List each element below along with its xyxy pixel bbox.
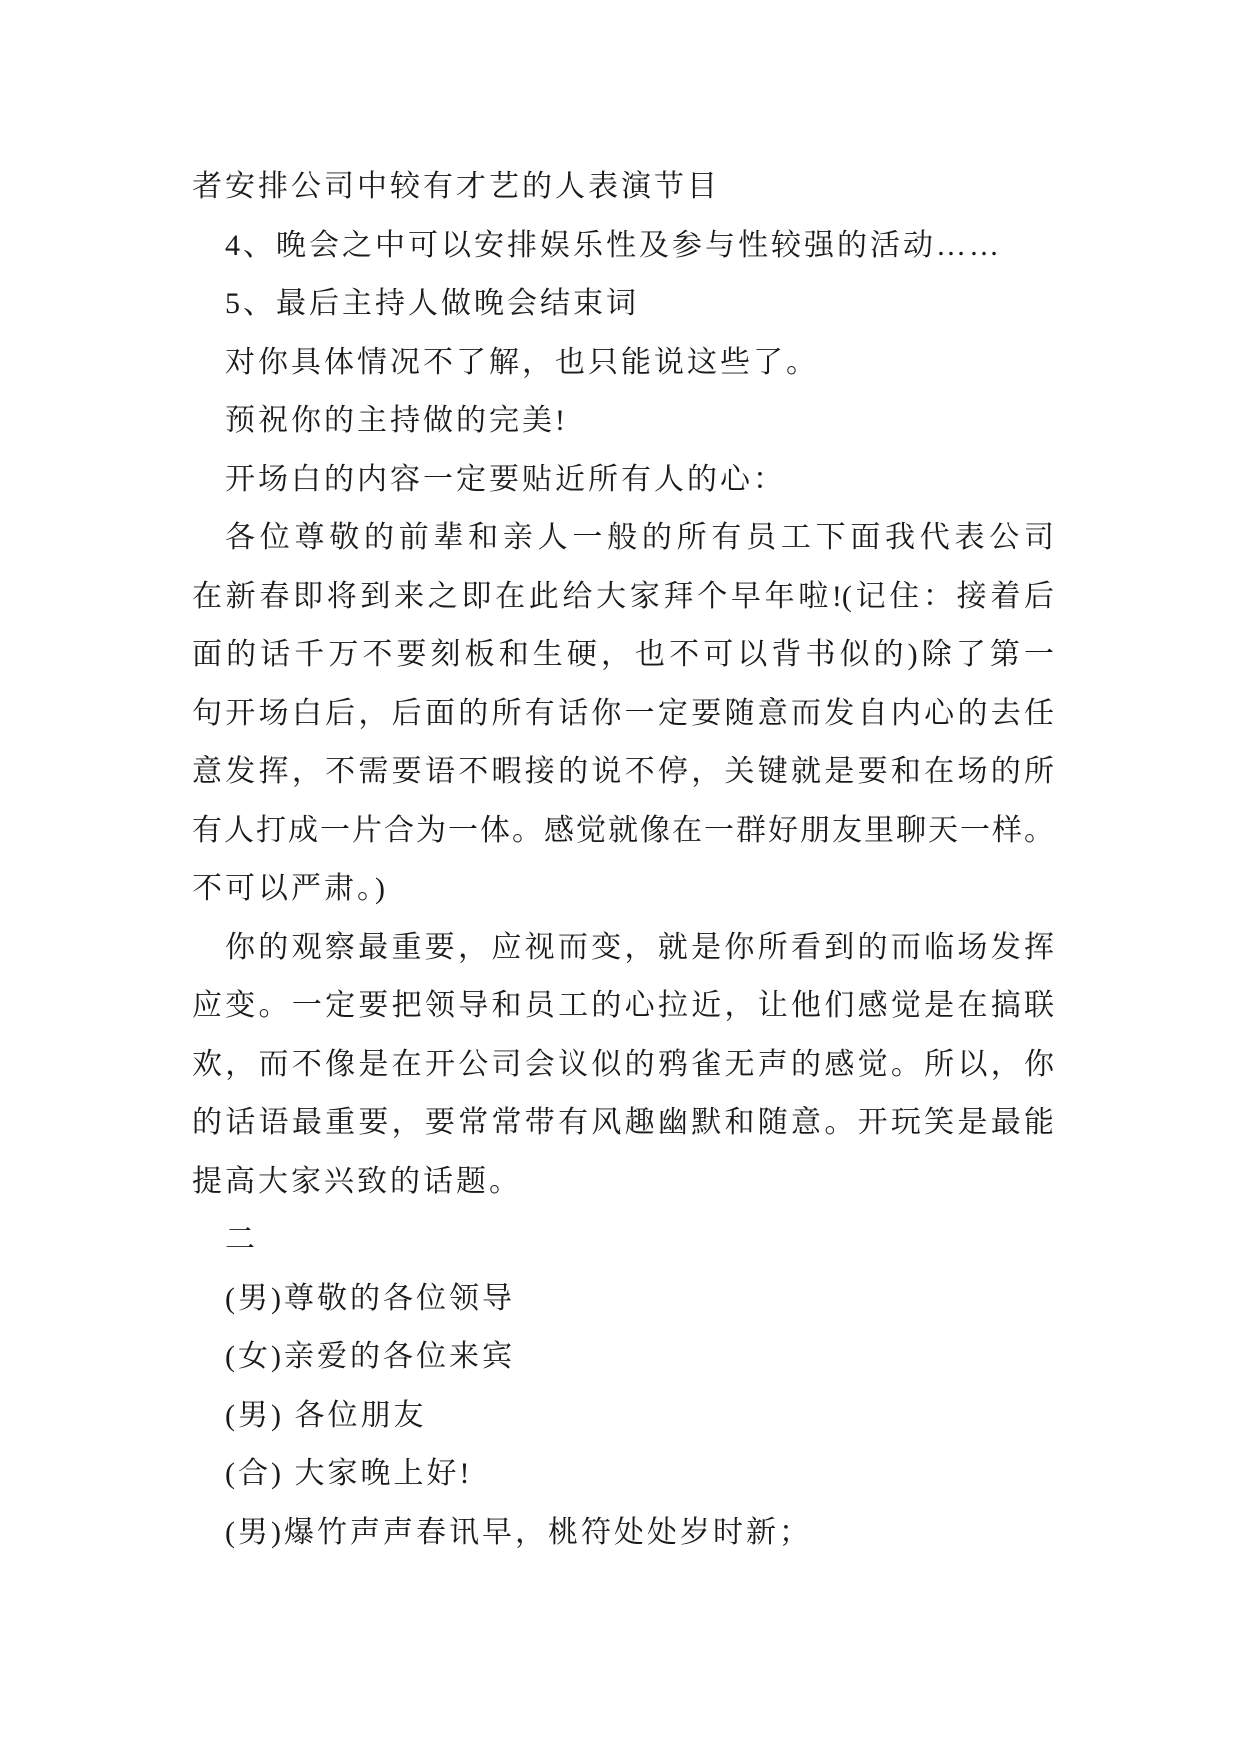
text-line: 者安排公司中较有才艺的人表演节目 <box>192 170 720 203</box>
text-line: (男)爆竹声声春讯早，桃符处处岁时新； <box>225 1515 812 1549</box>
text-line: 预祝你的主持做的完美! <box>225 404 568 437</box>
text-line: 开场白的内容一定要贴近所有人的心： <box>225 462 786 496</box>
text-line: (合) 大家晚上好! <box>225 1457 473 1490</box>
paragraph <box>192 334 1054 393</box>
dialogue-line <box>192 1328 1054 1387</box>
text-line: (男)尊敬的各位领导 <box>225 1281 515 1315</box>
text-line: (男) 各位朋友 <box>225 1398 427 1432</box>
text-line: 面的话千万不要刻板和生硬，也不可以背书似的)除了第一 <box>192 638 1054 671</box>
paragraph <box>192 451 1054 510</box>
observation-paragraph <box>192 919 1054 1212</box>
text-line: 不可以严肃。) <box>192 872 388 905</box>
text-line: (女)亲爱的各位来宾 <box>225 1340 515 1373</box>
section-number: 二 <box>225 1223 258 1256</box>
section-marker <box>192 1211 1054 1270</box>
dialogue-line <box>192 1445 1054 1504</box>
text-line: 有人打成一片合为一体。感觉就像在一群好朋友里聊天一样。 <box>192 813 1054 847</box>
text-line: 各位尊敬的前辈和亲人一般的所有员工下面我代表公司 <box>225 521 1054 554</box>
list-item-paragraph <box>192 217 1054 276</box>
text-line: 提高大家兴致的话题。 <box>192 1164 522 1198</box>
opening-speech-paragraph <box>192 509 1054 919</box>
paragraph <box>192 392 1054 451</box>
document-body <box>192 158 1054 1562</box>
text-line: 在新春即将到来之即在此给大家拜个早年啦!(记住：接着后 <box>192 579 1054 613</box>
dialogue-line <box>192 1504 1054 1563</box>
dialogue-line <box>192 1270 1054 1329</box>
text-line: 应变。一定要把领导和员工的心拉近，让他们感觉是在搞联 <box>192 989 1054 1022</box>
list-item-paragraph <box>192 275 1054 334</box>
text-line: 句开场白后，后面的所有话你一定要随意而发自内心的去任 <box>192 696 1054 730</box>
text-line: 5、最后主持人做晚会结束词 <box>225 287 639 320</box>
text-line: 对你具体情况不了解，也只能说这些了。 <box>225 345 819 379</box>
text-line: 4、晚会之中可以安排娱乐性及参与性较强的活动…… <box>225 228 1002 262</box>
paragraph <box>192 158 1054 217</box>
text-line: 的话语最重要，要常常带有风趣幽默和随意。开玩笑是最能 <box>192 1106 1054 1139</box>
dialogue-line <box>192 1387 1054 1446</box>
text-line: 你的观察最重要，应视而变，就是你所看到的而临场发挥 <box>225 930 1054 964</box>
text-line: 欢，而不像是在开公司会议似的鸦雀无声的感觉。所以，你 <box>192 1047 1054 1081</box>
text-line: 意发挥，不需要语不暇接的说不停，关键就是要和在场的所 <box>192 755 1054 788</box>
